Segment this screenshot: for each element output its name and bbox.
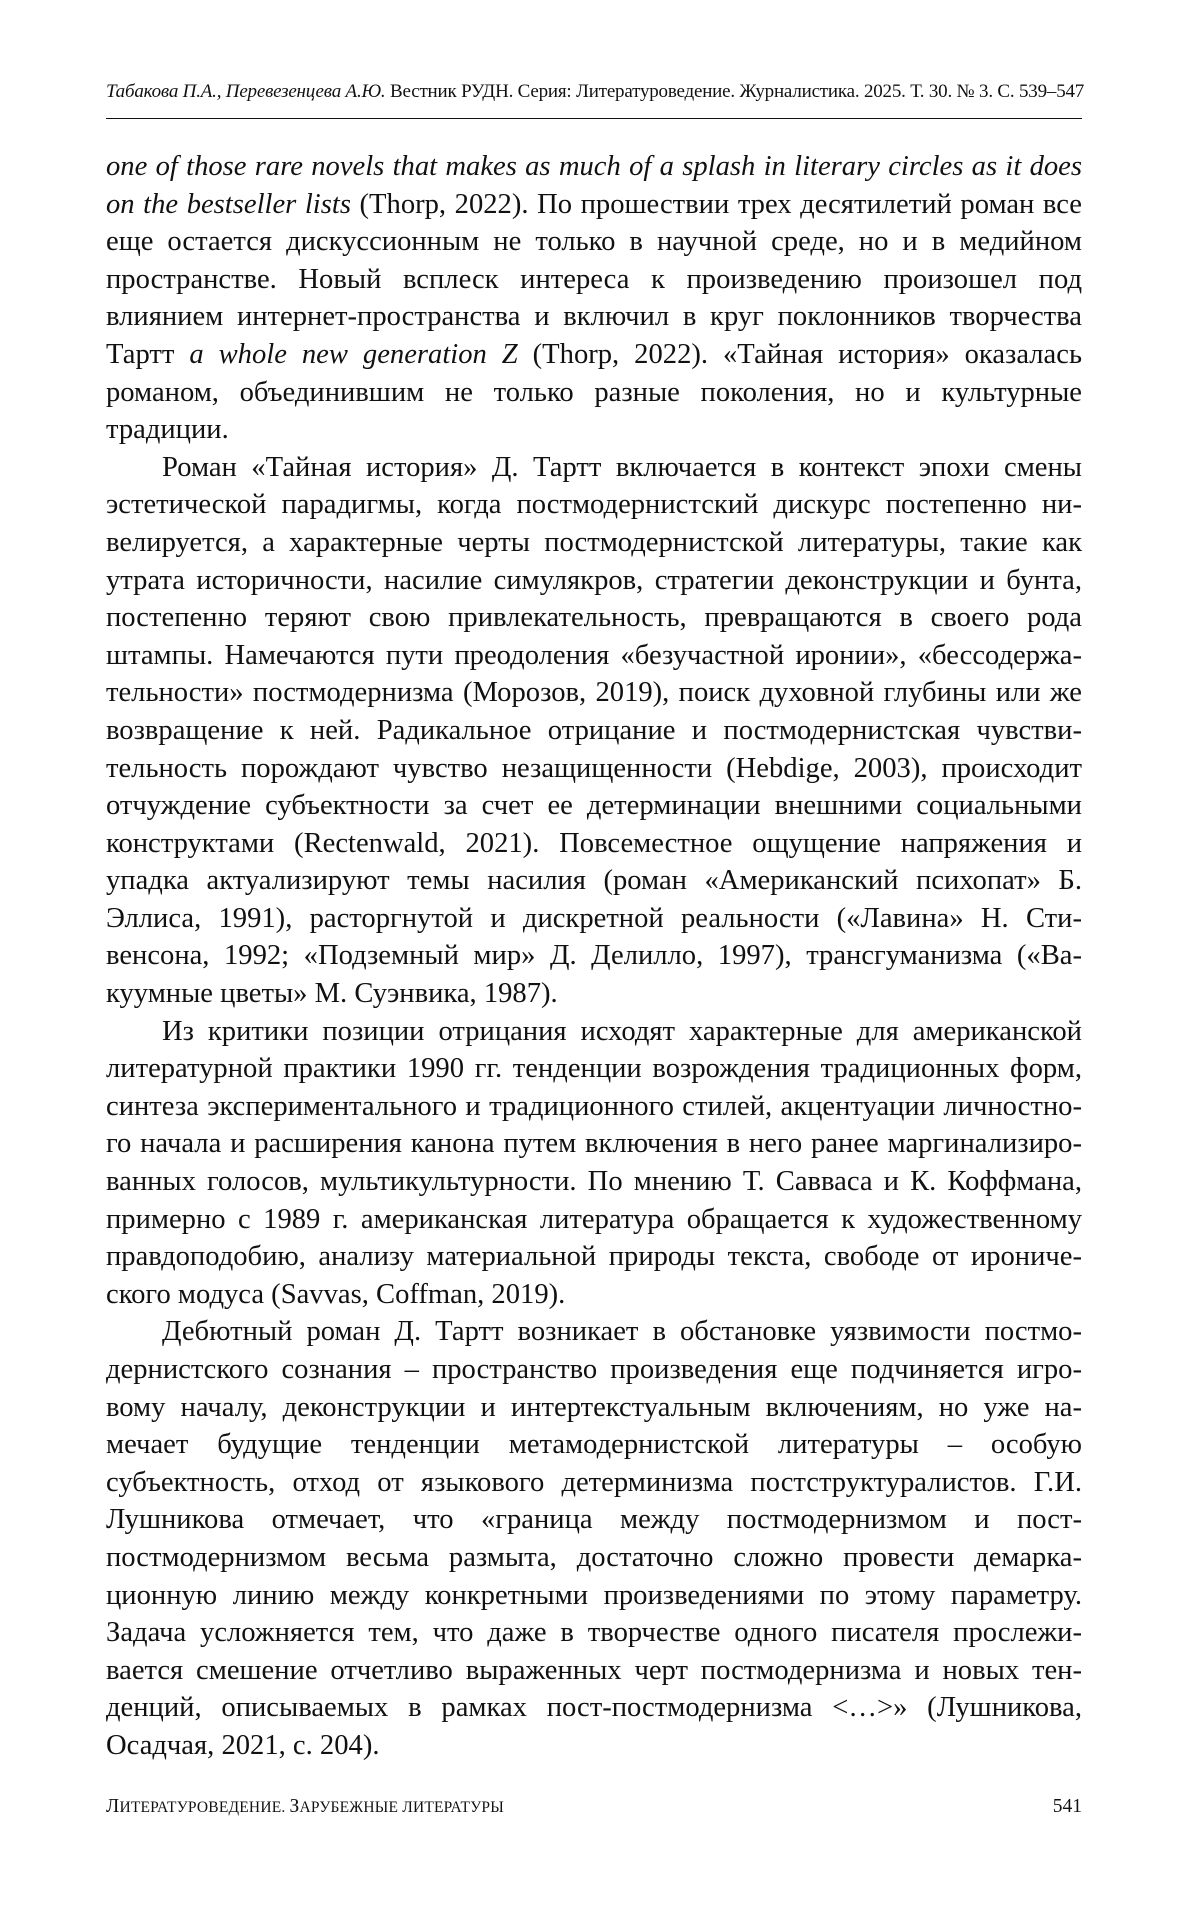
footer-subsection-initial: З <box>290 1796 300 1817</box>
paragraph-2: Роман «Тайная история» Д. Тартт включается в контекст эпохи смены эстетической парадигмы, когда постмодернистский дискурс постепенно ни­велируется, а характерные черты постмодернистской литературы, такие как утрата историчности, насилие симулякров, стратегии деконструкции и бунта, постепенно теряют свою привлекательность, превращаются в своего рода штампы. Намечаются пути преодоления «безучастной иронии», «бессодержа­тельности» постмодернизма (Морозов, 2019), поиск духовной глубины или же возвращение к ней. Радикальное отрицание и постмодернистская чувстви­тельность порождают чувство незащищенности (Hebdige, 2003), происходит отчуждение субъектности за счет ее детерминации внешними социальными конструктами (Rectenwald, 2021). Повсеместное ощущение напряжения и упадка актуализируют темы насилия (роман «Американский психопат» Б. Эллиса, 1991), расторгнутой и дискретной реальности («Лавина» Н. Сти­венсона, 1992; «Подземный мир» Д. Делилло, 1997), трансгуманизма («Ва­куумные цветы» М. Суэнвика, 1987). <box>106 449 1082 1013</box>
paragraph-4: Дебютный роман Д. Тартт возникает в обстановке уязвимости постмо­дернистского сознания – пространство произведения еще подчиняется игро­вому началу, деконструкции и интертекстуальным включениям, но уже на­мечает будущие тенденции метамодернистской литературы – особую субъектность, отход от языкового детерминизма постструктуралистов. Г.И. Лушникова отмечает, что «граница между постмодернизмом и пост­постмодернизмом весьма размыта, достаточно сложно провести демарка­ционную линию между конкретными произведениями по этому параметру. Задача усложняется тем, что даже в творчестве одного писателя прослежи­вается смешение отчетливо выраженных черт постмодернизма и новых тен­денций, описываемых в рамках пост-постмодернизма <…>» (Лушникова, Осадчая, 2021, с. 204). <box>106 1313 1082 1764</box>
header-authors: Табакова П.А., Перевезенцева А.Ю. <box>106 81 385 102</box>
article-body <box>106 148 1082 1765</box>
paragraph-1 <box>106 148 1082 449</box>
header-citation: Вестник РУДН. Серия: Литературоведение. Журналистика. 2025. Т. 30. № 3. С. 539–547 <box>390 81 1084 102</box>
paragraph-3: Из критики позиции отрицания исходят характерные для американской литературной практики 1990 гг. тенденции возрождения традиционных форм, синтеза экспериментального и традиционного стилей, акцентуации личностно­го начала и расширения канона путем включения в него ранее маргинализиро­ванных голосов, мультикультурности. По мнению Т. Савваса и К. Коффмана, примерно с 1989 г. американская литература обращается к художественному правдоподобию, анализу материальной природы текста, свободе от ирониче­ского модуса (Savvas, Coffman, 2019). <box>106 1013 1082 1314</box>
english-quote: one of those rare novels that makes as much of a splash in literary circles as it does on the bestseller lists <box>106 151 1082 220</box>
paragraph-1-text-a: (Thorp, 2022). По прошествии трех десятилетий роман все еще остается дискуссионным не только в научной среде, но и в медийном пространстве. Новый всплеск интереса к произведению произо­шел под влиянием интернет-пространства и включил в круг поклонников творчества Тартт <box>106 189 1082 370</box>
english-phrase: a whole new generation Z <box>189 339 517 370</box>
footer-section-title <box>106 1792 504 1823</box>
footer-section-initial: Л <box>106 1796 119 1817</box>
header-rule <box>106 118 1082 119</box>
footer-subsection-rest: АРУБЕЖНЫЕ ЛИТЕРАТУРЫ <box>300 1799 504 1816</box>
running-footer <box>106 1792 1082 1822</box>
footer-section-rest: ИТЕРАТУРОВЕДЕНИЕ. <box>119 1799 289 1816</box>
document-page <box>106 0 1082 1906</box>
page-number: 541 <box>1053 1792 1082 1822</box>
running-header <box>106 80 1082 104</box>
paragraph-1-text-c: (Thorp, 2022). «Тайная история» оказалась романом, объединившим не только разные поколения, но и куль­турные традиции. <box>106 339 1082 445</box>
